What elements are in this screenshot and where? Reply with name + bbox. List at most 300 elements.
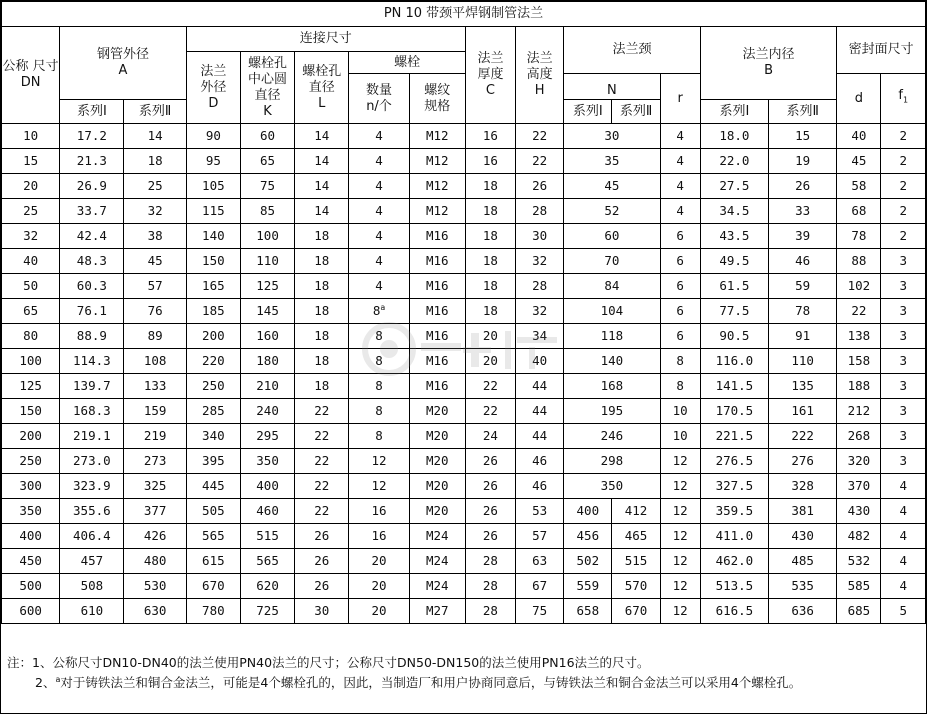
cell-thickness: 26 [465, 524, 515, 549]
cell-bolt-thread: M12 [409, 149, 465, 174]
cell-neck-n: 298 [564, 449, 660, 474]
cell-bolt-qty [349, 574, 409, 599]
cell-bolt-circle: 515 [240, 524, 294, 549]
cell-neck-r: 6 [660, 324, 700, 349]
cell-seal-f1: 3 [881, 324, 926, 349]
flange-spec-table [1, 1, 926, 624]
cell-bore-series2: 276 [769, 449, 837, 474]
cell-neck-n-series1: 456 [564, 524, 612, 549]
cell-height: 28 [516, 274, 564, 299]
cell-flange-od: 670 [186, 574, 240, 599]
cell-pipe-od-series2: 480 [124, 549, 186, 574]
cell-pipe-od-series1: 114.3 [60, 349, 124, 374]
cell-bolt-circle: 100 [240, 224, 294, 249]
cell-bolt-hole: 22 [295, 474, 349, 499]
cell-neck-n-series1: 559 [564, 574, 612, 599]
cell-neck-r: 6 [660, 249, 700, 274]
cell-bolt-hole: 18 [295, 274, 349, 299]
cell-bolt-qty [349, 449, 409, 474]
notes [7, 653, 922, 693]
cell-bore-series1: 276.5 [700, 449, 768, 474]
cell-height: 32 [516, 299, 564, 324]
cell-bolt-circle: 65 [240, 149, 294, 174]
cell-neck-n: 246 [564, 424, 660, 449]
cell-neck-n: 140 [564, 349, 660, 374]
cell-neck-r: 12 [660, 549, 700, 574]
cell-bolt-qty [349, 174, 409, 199]
cell-pipe-od-series2: 38 [124, 224, 186, 249]
cell-bolt-circle: 350 [240, 449, 294, 474]
bolt-qty-value: 4 [375, 253, 383, 268]
cell-bolt-circle: 210 [240, 374, 294, 399]
bolt-qty-value: 16 [371, 503, 387, 518]
cell-bore-series1: 170.5 [700, 399, 768, 424]
bolt-qty-value: 16 [371, 528, 387, 543]
cell-bore-series1: 513.5 [700, 574, 768, 599]
cell-flange-od: 95 [186, 149, 240, 174]
bolt-qty-value: 20 [371, 578, 387, 593]
cell-seal-f1: 2 [881, 174, 926, 199]
cell-neck-n: 350 [564, 474, 660, 499]
cell-thickness: 28 [465, 549, 515, 574]
cell-pipe-od-series1: 406.4 [60, 524, 124, 549]
cell-bolt-hole: 18 [295, 224, 349, 249]
cell-flange-od: 505 [186, 499, 240, 524]
cell-seal-f1: 2 [881, 149, 926, 174]
cell-bolt-qty [349, 499, 409, 524]
cell-seal-d: 532 [837, 549, 881, 574]
bolt-qty-footnote-mark: a [380, 302, 386, 312]
cell-dn: 40 [2, 249, 60, 274]
cell-bolt-circle: 725 [240, 599, 294, 624]
header-flange-od: 法兰 外径 D [186, 52, 240, 124]
cell-bolt-circle: 620 [240, 574, 294, 599]
cell-pipe-od-series1: 88.9 [60, 324, 124, 349]
cell-thickness: 18 [465, 274, 515, 299]
header-bolt-hole: 螺栓孔 直径 L [295, 52, 349, 124]
cell-bolt-circle: 565 [240, 549, 294, 574]
cell-bore-series2: 15 [769, 124, 837, 149]
cell-bore-series2: 26 [769, 174, 837, 199]
cell-thickness: 22 [465, 374, 515, 399]
cell-flange-od: 445 [186, 474, 240, 499]
cell-bolt-hole: 26 [295, 524, 349, 549]
table-row [2, 274, 926, 299]
cell-thickness: 18 [465, 224, 515, 249]
header-bolt-circle: 螺栓孔 中心圆 直径 K [240, 52, 294, 124]
cell-seal-d: 88 [837, 249, 881, 274]
cell-pipe-od-series1: 457 [60, 549, 124, 574]
cell-bolt-circle: 60 [240, 124, 294, 149]
cell-neck-n: 104 [564, 299, 660, 324]
cell-seal-d: 58 [837, 174, 881, 199]
cell-height: 75 [516, 599, 564, 624]
cell-bore-series1: 616.5 [700, 599, 768, 624]
cell-flange-od: 565 [186, 524, 240, 549]
cell-pipe-od-series2: 76 [124, 299, 186, 324]
cell-bore-series2: 135 [769, 374, 837, 399]
cell-pipe-od-series2: 325 [124, 474, 186, 499]
header-dn: 公称 尺寸 DN [2, 27, 60, 124]
header-pipe-od: 钢管外径 A [60, 27, 187, 100]
header-thickness: 法兰 厚度 C [465, 27, 515, 124]
header-neck-n: N [564, 74, 660, 100]
cell-height: 44 [516, 424, 564, 449]
cell-bolt-thread: M12 [409, 124, 465, 149]
watermark-logo [359, 319, 569, 379]
cell-bore-series1: 327.5 [700, 474, 768, 499]
cell-bolt-thread: M27 [409, 599, 465, 624]
cell-bore-series1: 411.0 [700, 524, 768, 549]
table-row [2, 574, 926, 599]
cell-neck-n: 195 [564, 399, 660, 424]
cell-pipe-od-series1: 610 [60, 599, 124, 624]
cell-seal-f1: 4 [881, 474, 926, 499]
cell-pipe-od-series2: 219 [124, 424, 186, 449]
table-row [2, 499, 926, 524]
cell-pipe-od-series1: 26.9 [60, 174, 124, 199]
table-row [2, 149, 926, 174]
cell-neck-r: 8 [660, 374, 700, 399]
cell-thickness: 22 [465, 399, 515, 424]
cell-bolt-hole: 22 [295, 399, 349, 424]
cell-neck-n: 84 [564, 274, 660, 299]
cell-dn: 10 [2, 124, 60, 149]
cell-bore-series2: 39 [769, 224, 837, 249]
cell-thickness: 26 [465, 499, 515, 524]
table-row [2, 124, 926, 149]
cell-seal-f1: 2 [881, 124, 926, 149]
cell-bolt-circle: 125 [240, 274, 294, 299]
cell-neck-n: 35 [564, 149, 660, 174]
cell-pipe-od-series1: 17.2 [60, 124, 124, 149]
cell-bore-series1: 221.5 [700, 424, 768, 449]
cell-thickness: 24 [465, 424, 515, 449]
cell-pipe-od-series2: 273 [124, 449, 186, 474]
table-row [2, 399, 926, 424]
cell-pipe-od-series2: 426 [124, 524, 186, 549]
cell-bolt-circle: 400 [240, 474, 294, 499]
cell-bolt-thread: M24 [409, 524, 465, 549]
cell-bore-series1: 18.0 [700, 124, 768, 149]
cell-bolt-hole: 18 [295, 374, 349, 399]
cell-flange-od: 250 [186, 374, 240, 399]
table-row [2, 199, 926, 224]
bolt-qty-value: 4 [375, 128, 383, 143]
bolt-qty-value: 8 [375, 353, 383, 368]
cell-pipe-od-series2: 45 [124, 249, 186, 274]
table-row [2, 449, 926, 474]
cell-flange-od: 165 [186, 274, 240, 299]
cell-bore-series2: 33 [769, 199, 837, 224]
cell-neck-n: 70 [564, 249, 660, 274]
cell-dn: 80 [2, 324, 60, 349]
cell-bolt-hole: 22 [295, 449, 349, 474]
cell-pipe-od-series1: 60.3 [60, 274, 124, 299]
cell-seal-f1: 3 [881, 399, 926, 424]
cell-neck-n-series1: 400 [564, 499, 612, 524]
cell-neck-n: 118 [564, 324, 660, 349]
cell-thickness: 18 [465, 299, 515, 324]
cell-pipe-od-series1: 76.1 [60, 299, 124, 324]
table-row [2, 474, 926, 499]
cell-dn: 32 [2, 224, 60, 249]
cell-pipe-od-series1: 355.6 [60, 499, 124, 524]
cell-neck-r: 10 [660, 424, 700, 449]
table-row [2, 174, 926, 199]
cell-neck-r: 4 [660, 149, 700, 174]
bolt-qty-value: 4 [375, 203, 383, 218]
cell-bore-series1: 49.5 [700, 249, 768, 274]
cell-bolt-circle: 110 [240, 249, 294, 274]
cell-bolt-qty [349, 224, 409, 249]
cell-thickness: 18 [465, 249, 515, 274]
cell-bore-series2: 430 [769, 524, 837, 549]
header-bolt-qty: 数量 n/个 [349, 74, 409, 124]
note-1: 注：1、公称尺寸DN10-DN40的法兰使用PN40法兰的尺寸；公称尺寸DN50-DN150的法兰使用PN16法兰的尺寸。 [7, 655, 650, 670]
cell-bolt-thread: M16 [409, 249, 465, 274]
cell-bolt-thread: M12 [409, 174, 465, 199]
cell-seal-d: 268 [837, 424, 881, 449]
cell-seal-f1: 3 [881, 424, 926, 449]
cell-bolt-thread: M12 [409, 199, 465, 224]
cell-flange-od: 90 [186, 124, 240, 149]
cell-neck-n: 60 [564, 224, 660, 249]
header-bore-series2: 系列Ⅱ [769, 100, 837, 124]
cell-bolt-hole: 18 [295, 299, 349, 324]
table-row [2, 549, 926, 574]
cell-bolt-thread: M20 [409, 474, 465, 499]
cell-pipe-od-series2: 159 [124, 399, 186, 424]
cell-bore-series2: 91 [769, 324, 837, 349]
cell-bolt-thread: M16 [409, 324, 465, 349]
cell-bore-series1: 90.5 [700, 324, 768, 349]
header-neck-series1: 系列Ⅰ [564, 100, 612, 124]
cell-neck-n: 168 [564, 374, 660, 399]
note-2-superscript: a [55, 674, 61, 684]
cell-seal-f1: 4 [881, 549, 926, 574]
note-2 [7, 673, 922, 693]
cell-pipe-od-series2: 25 [124, 174, 186, 199]
cell-seal-f1: 2 [881, 224, 926, 249]
bolt-qty-value: 4 [375, 278, 383, 293]
cell-seal-d: 78 [837, 224, 881, 249]
cell-bolt-thread: M16 [409, 224, 465, 249]
cell-seal-d: 158 [837, 349, 881, 374]
cell-neck-r: 10 [660, 399, 700, 424]
cell-dn: 400 [2, 524, 60, 549]
header-pipe-series1: 系列Ⅰ [60, 100, 124, 124]
cell-seal-f1: 3 [881, 274, 926, 299]
cell-bolt-circle: 460 [240, 499, 294, 524]
cell-bolt-circle: 240 [240, 399, 294, 424]
cell-bolt-thread: M16 [409, 349, 465, 374]
bolt-qty-value: 12 [371, 478, 387, 493]
cell-seal-d: 40 [837, 124, 881, 149]
cell-dn: 20 [2, 174, 60, 199]
cell-pipe-od-series2: 57 [124, 274, 186, 299]
cell-bolt-hole: 30 [295, 599, 349, 624]
cell-height: 44 [516, 374, 564, 399]
cell-bolt-qty [349, 549, 409, 574]
cell-bore-series2: 59 [769, 274, 837, 299]
cell-seal-d: 320 [837, 449, 881, 474]
cell-seal-d: 212 [837, 399, 881, 424]
cell-neck-r: 4 [660, 124, 700, 149]
cell-seal-f1: 4 [881, 524, 926, 549]
cell-height: 46 [516, 474, 564, 499]
cell-bolt-thread: M24 [409, 574, 465, 599]
cell-dn: 200 [2, 424, 60, 449]
cell-flange-od: 395 [186, 449, 240, 474]
bolt-qty-value: 8 [372, 303, 381, 318]
cell-seal-f1: 5 [881, 599, 926, 624]
seal-f-label: f [898, 88, 903, 104]
cell-bore-series1: 61.5 [700, 274, 768, 299]
bolt-qty-value: 8 [375, 328, 383, 343]
cell-height: 53 [516, 499, 564, 524]
cell-seal-d: 370 [837, 474, 881, 499]
cell-pipe-od-series2: 108 [124, 349, 186, 374]
cell-bore-series1: 27.5 [700, 174, 768, 199]
cell-neck-n: 45 [564, 174, 660, 199]
cell-bore-series2: 381 [769, 499, 837, 524]
cell-neck-r: 6 [660, 224, 700, 249]
cell-neck-r: 12 [660, 524, 700, 549]
cell-pipe-od-series1: 139.7 [60, 374, 124, 399]
cell-pipe-od-series2: 133 [124, 374, 186, 399]
header-seal-f1 [881, 74, 926, 124]
cell-seal-d: 585 [837, 574, 881, 599]
bolt-qty-value: 4 [375, 178, 383, 193]
cell-height: 22 [516, 149, 564, 174]
cell-neck-n-series2: 412 [612, 499, 660, 524]
cell-seal-f1: 3 [881, 349, 926, 374]
cell-height: 22 [516, 124, 564, 149]
cell-neck-r: 4 [660, 199, 700, 224]
cell-seal-d: 482 [837, 524, 881, 549]
cell-bore-series1: 77.5 [700, 299, 768, 324]
cell-neck-n-series2: 670 [612, 599, 660, 624]
cell-height: 67 [516, 574, 564, 599]
cell-seal-d: 45 [837, 149, 881, 174]
header-neck-r: r [660, 74, 700, 124]
header-bolt: 螺栓 [349, 52, 465, 74]
cell-height: 34 [516, 324, 564, 349]
cell-flange-od: 285 [186, 399, 240, 424]
cell-bore-series2: 222 [769, 424, 837, 449]
cell-bolt-circle: 160 [240, 324, 294, 349]
bolt-qty-value: 8 [375, 378, 383, 393]
cell-neck-r: 12 [660, 499, 700, 524]
bolt-qty-value: 20 [371, 603, 387, 618]
table-row [2, 599, 926, 624]
cell-seal-d: 685 [837, 599, 881, 624]
cell-neck-r: 6 [660, 299, 700, 324]
cell-bore-series2: 485 [769, 549, 837, 574]
header-neck-series2: 系列Ⅱ [612, 100, 660, 124]
cell-flange-od: 140 [186, 224, 240, 249]
cell-dn: 500 [2, 574, 60, 599]
cell-thickness: 26 [465, 474, 515, 499]
cell-neck-r: 12 [660, 574, 700, 599]
cell-dn: 150 [2, 399, 60, 424]
cell-bolt-hole: 14 [295, 199, 349, 224]
cell-pipe-od-series1: 33.7 [60, 199, 124, 224]
cell-neck-r: 12 [660, 449, 700, 474]
cell-thickness: 18 [465, 199, 515, 224]
cell-height: 32 [516, 249, 564, 274]
cell-flange-od: 200 [186, 324, 240, 349]
cell-dn: 300 [2, 474, 60, 499]
table-row [2, 249, 926, 274]
cell-neck-n-series2: 570 [612, 574, 660, 599]
cell-bore-series1: 22.0 [700, 149, 768, 174]
cell-pipe-od-series2: 377 [124, 499, 186, 524]
cell-thickness: 28 [465, 574, 515, 599]
cell-thickness: 16 [465, 149, 515, 174]
cell-bolt-qty [349, 274, 409, 299]
cell-neck-r: 6 [660, 274, 700, 299]
cell-bore-series1: 462.0 [700, 549, 768, 574]
cell-bolt-hole: 14 [295, 149, 349, 174]
cell-bolt-circle: 295 [240, 424, 294, 449]
cell-seal-d: 102 [837, 274, 881, 299]
cell-pipe-od-series1: 508 [60, 574, 124, 599]
header-bore-series1: 系列Ⅰ [700, 100, 768, 124]
cell-seal-d: 22 [837, 299, 881, 324]
header-pipe-series2: 系列Ⅱ [124, 100, 186, 124]
cell-bolt-thread: M16 [409, 374, 465, 399]
cell-pipe-od-series2: 530 [124, 574, 186, 599]
cell-height: 30 [516, 224, 564, 249]
cell-thickness: 20 [465, 349, 515, 374]
cell-flange-od: 115 [186, 199, 240, 224]
cell-bolt-thread: M20 [409, 424, 465, 449]
bolt-qty-value: 8 [375, 403, 383, 418]
table-row [2, 524, 926, 549]
cell-bolt-hole: 14 [295, 124, 349, 149]
cell-bolt-circle: 145 [240, 299, 294, 324]
cell-pipe-od-series1: 273.0 [60, 449, 124, 474]
cell-seal-f1: 3 [881, 449, 926, 474]
cell-bolt-circle: 180 [240, 349, 294, 374]
cell-thickness: 18 [465, 174, 515, 199]
cell-pipe-od-series1: 323.9 [60, 474, 124, 499]
cell-bolt-hole: 18 [295, 249, 349, 274]
cell-flange-od: 220 [186, 349, 240, 374]
cell-seal-f1: 3 [881, 299, 926, 324]
cell-height: 44 [516, 399, 564, 424]
cell-dn: 450 [2, 549, 60, 574]
cell-pipe-od-series2: 32 [124, 199, 186, 224]
cell-neck-n-series2: 465 [612, 524, 660, 549]
cell-height: 28 [516, 199, 564, 224]
cell-bolt-hole: 26 [295, 549, 349, 574]
header-neck: 法兰颈 [564, 27, 701, 74]
cell-bolt-hole: 18 [295, 349, 349, 374]
cell-dn: 15 [2, 149, 60, 174]
cell-thickness: 16 [465, 124, 515, 149]
bolt-qty-value: 4 [375, 153, 383, 168]
cell-bore-series2: 110 [769, 349, 837, 374]
cell-height: 40 [516, 349, 564, 374]
cell-neck-r: 8 [660, 349, 700, 374]
cell-bolt-qty [349, 399, 409, 424]
cell-bore-series1: 116.0 [700, 349, 768, 374]
cell-bore-series1: 359.5 [700, 499, 768, 524]
cell-neck-n: 52 [564, 199, 660, 224]
